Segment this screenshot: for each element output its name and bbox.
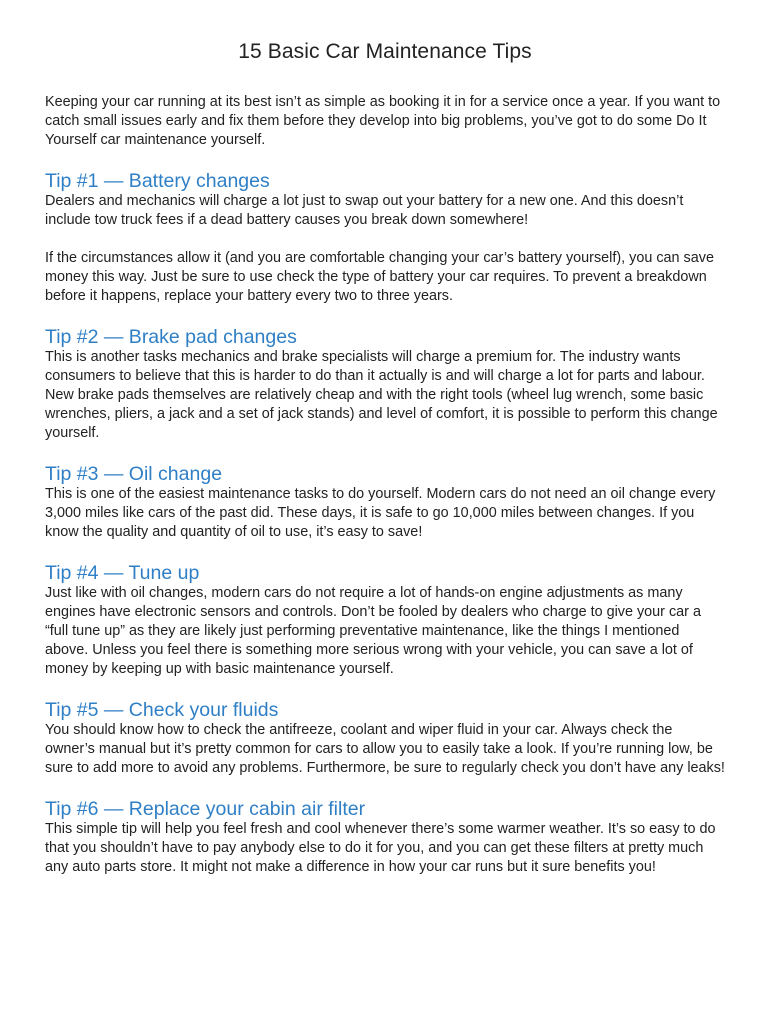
tip-section-2 — [45, 326, 725, 443]
tip-section-5 — [45, 699, 725, 778]
tip-section-1 — [45, 170, 725, 306]
tip-paragraph: This is another tasks mechanics and brake specialists will charge a premium for. The industry wants consumers to believe that this is harder to do than it actually is and will charge a lot for parts and labour. New brake pads themselves are relatively cheap and with the right tools (wheel lug wrench, some basic wrenches, pliers, a jack and a set of jack stands) and level of comfort, it is possible to perform this change yourself. — [45, 349, 718, 441]
tip-heading: Tip #6 — Replace your cabin air filter — [45, 798, 366, 820]
document-title: 15 Basic Car Maintenance Tips — [238, 40, 532, 63]
tip-section-6 — [45, 798, 725, 877]
tip-heading: Tip #3 — Oil change — [45, 463, 223, 485]
document-page — [45, 40, 725, 897]
tip-heading: Tip #4 — Tune up — [45, 562, 200, 584]
tip-heading: Tip #1 — Battery changes — [45, 170, 270, 192]
tip-paragraph: If the circumstances allow it (and you are comfortable changing your car’s battery yourself), you can save money this way. Just be sure to use check the type of battery your car requires. To prevent a breakdown before it happens, replace your battery every two to three years. — [45, 250, 714, 304]
tip-paragraph: This simple tip will help you feel fresh and cool whenever there’s some warmer weather. It’s so easy to do that you shouldn’t have to pay anybody else to do it for you, and you can get these filters at pretty much any auto parts store. It might not make a difference in how your car runs but it sure benefits you! — [45, 821, 716, 875]
tip-section-4 — [45, 562, 725, 679]
tip-paragraph: This is one of the easiest maintenance tasks to do yourself. Modern cars do not need an oil change every 3,000 miles like cars of the past did. These days, it is safe to go 10,000 miles between changes. If you know the quality and quantity of oil to use, it’s easy to save! — [45, 486, 716, 540]
tip-paragraph: Just like with oil changes, modern cars do not require a lot of hands-on engine adjustments as many engines have electronic sensors and controls. Don’t be fooled by dealers who charge to give your car a “full tune up” as they are likely just performing preventative maintenance, like the things I mentioned above. Unless you feel there is something more serious wrong with your vehicle, you can save a lot of money by keeping up with basic maintenance yourself. — [45, 585, 701, 677]
tip-paragraph: Dealers and mechanics will charge a lot just to swap out your battery for a new one. And this doesn’t include tow truck fees if a dead battery causes you break down somewhere! — [45, 193, 684, 228]
tip-section-3 — [45, 463, 725, 542]
tip-paragraph: You should know how to check the antifreeze, coolant and wiper fluid in your car. Always check the owner’s manual but it’s pretty common for cars to allow you to easily take a look. If you’re running low, be sure to add more to avoid any problems. Furthermore, be sure to regularly check you don’t have any leaks! — [45, 722, 725, 776]
tip-heading: Tip #5 — Check your fluids — [45, 699, 279, 721]
intro-paragraph: Keeping your car running at its best isn’t as simple as booking it in for a service once a year. If you want to catch small issues early and fix them before they develop into big problems, you’ve got to do some Do It Yourself car maintenance yourself. — [45, 94, 721, 148]
tip-heading: Tip #2 — Brake pad changes — [45, 326, 297, 348]
